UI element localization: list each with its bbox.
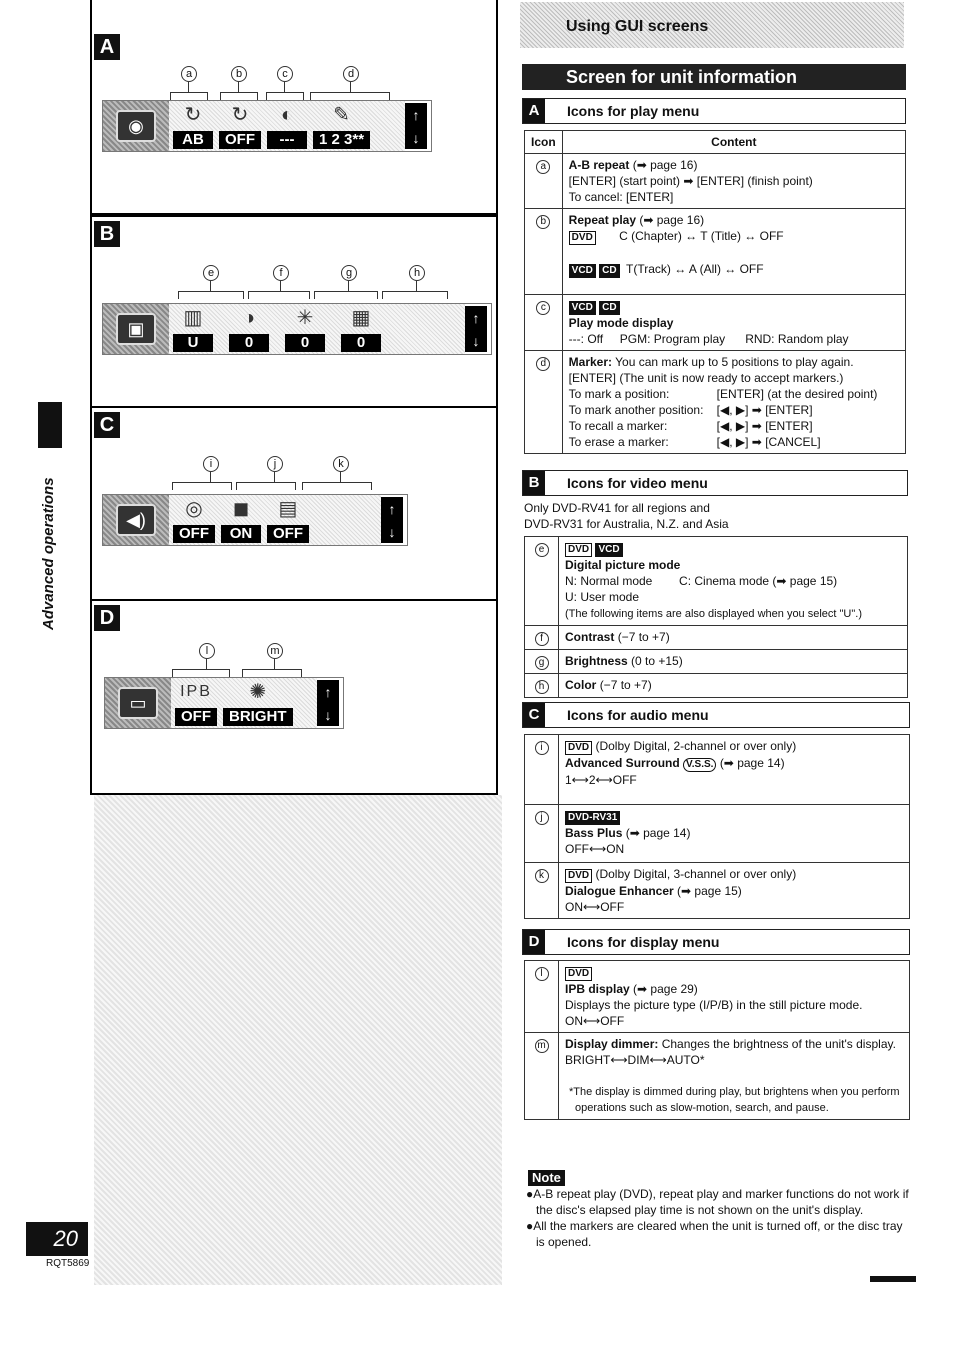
- model-code: RQT5869: [46, 1258, 90, 1269]
- panel-letter: C: [94, 412, 120, 438]
- list-item: ●All the markers are cleared when the unit is turned off, or the disc tray is opened.: [526, 1219, 903, 1249]
- table-row: d Marker: You can mark up to 5 positions to play again. [ENTER] (The unit is now ready to accept markers.) To mark a position: [ENTER] (at the desired point) To mark another position: [◀, ▶] ➡ [ENTER] To recall a marker: [◀, ▶] ➡ [ENTER] To erase a marker: [◀, ▶] ➡ [CANCEL]: [525, 351, 906, 454]
- ipb-label: IPB: [180, 683, 212, 700]
- disc-icon: ◉: [103, 101, 169, 151]
- marker-item: ✎ 1 2 3**: [313, 103, 370, 149]
- table-row: g Brightness (0 to +15): [525, 650, 908, 674]
- panel-a: [90, 0, 498, 215]
- play-menu-heading: A Icons for play menu: [522, 98, 906, 124]
- note-block: [520, 0, 920, 1290]
- panel-d: [90, 601, 498, 795]
- dimmer-item: ✺ BRIGHT: [223, 680, 293, 726]
- side-tab-marker: [38, 402, 62, 448]
- ab-repeat-item: ↻ AB: [173, 103, 213, 149]
- hatch-fill: [94, 795, 502, 1285]
- callout-g: g: [340, 265, 358, 281]
- gui-bar-display: [104, 677, 344, 729]
- contrast-item: ◑ 0: [229, 306, 269, 352]
- callout-d: d: [342, 66, 360, 82]
- film-icon: ▥: [183, 307, 203, 329]
- table-row: l DVD IPB display (➡ page 29) Displays the picture type (I/P/B) in the still picture mode. ON⟷OFF: [525, 961, 910, 1033]
- disc-arrow-icon: ◐: [280, 104, 294, 126]
- side-section-label: Advanced operations: [40, 477, 57, 630]
- tv-icon: ▣: [103, 304, 169, 354]
- panel-c: [90, 408, 498, 601]
- panel-letter: D: [94, 605, 120, 631]
- callouts-a: [180, 66, 400, 100]
- table-row: b Repeat play (➡ page 16) DVD C (Chapter) ↔ T (Title) ↔ OFF VCD CD T(Track) ↔ A (All) ↔ OFF: [525, 209, 906, 295]
- callouts-b: [202, 265, 432, 299]
- bass-plus-item: ◼ ON: [221, 497, 261, 543]
- dialogue-icon: ▤: [278, 498, 298, 520]
- callout-b: b: [230, 66, 248, 82]
- ipb-item: IPB OFF: [175, 680, 217, 726]
- table-row: a A-B repeat (➡ page 16) [ENTER] (start point) ➡ [ENTER] (finish point) To cancel: [ENTER]: [525, 154, 906, 209]
- page-number: 20: [26, 1222, 88, 1256]
- gui-bar-play: [102, 100, 432, 152]
- audio-menu-heading: C Icons for audio menu: [522, 702, 910, 728]
- callout-k: k: [332, 456, 350, 472]
- callout-c: c: [276, 66, 294, 82]
- display-icon: ▭: [105, 678, 171, 728]
- callout-m: m: [266, 643, 284, 659]
- callout-f: f: [272, 265, 290, 281]
- color-icon: ▦: [351, 307, 371, 329]
- dialogue-item: ▤ OFF: [267, 497, 309, 543]
- repeat-ab-icon: ↻: [184, 104, 202, 126]
- callouts-d: [198, 643, 308, 677]
- repeat-item: ↻ OFF: [219, 103, 261, 149]
- picture-mode-item: ▥ U: [173, 306, 213, 352]
- surround-item: ◎ OFF: [173, 497, 215, 543]
- up-down-arrows-icon: ↑ ↓: [381, 497, 403, 543]
- display-menu-heading: D Icons for display menu: [522, 929, 910, 955]
- callout-j: j: [266, 456, 284, 472]
- section-header: Using GUI screens: [520, 2, 904, 48]
- up-down-arrows-icon: ↑ ↓: [405, 103, 427, 149]
- color-item: ▦ 0: [341, 306, 381, 352]
- video-menu-heading: B Icons for video menu: [522, 470, 908, 496]
- dimmer-icon: ✺: [249, 681, 267, 703]
- table-row: m Display dimmer: Changes the brightness of the unit's display. BRIGHT⟷DIM⟷AUTO* *The display is dimmed during play, but brightens when you perform operations such as slow-motion, search, and pause.: [525, 1033, 910, 1120]
- up-down-arrows-icon: ↑ ↓: [465, 306, 487, 352]
- table-row: i DVD (Dolby Digital, 2-channel or over only) Advanced Surround V.S.S. (➡ page 14) 1⟷2⟷OFF: [525, 735, 910, 805]
- table-row: c VCD CD Play mode display ---: Off PGM: Program play RND: Random play: [525, 295, 906, 351]
- speaker-icon: ◀): [103, 495, 169, 545]
- panel-b: [90, 215, 498, 408]
- gui-bar-audio: [102, 494, 408, 546]
- table-row: k DVD (Dolby Digital, 3-channel or over only) Dialogue Enhancer (➡ page 15) ON⟷OFF: [525, 863, 910, 919]
- bass-icon: ◼: [232, 498, 250, 520]
- marker-pin-icon: ✎: [333, 104, 350, 126]
- gui-bar-video: [102, 303, 492, 355]
- video-menu-availability: Only DVD-RV41 for all regions and DVD-RV31 for Australia, N.Z. and Asia: [524, 501, 729, 531]
- callout-l: l: [198, 643, 216, 659]
- callout-h: h: [408, 265, 426, 281]
- page-title: Screen for unit information: [522, 64, 906, 90]
- surround-icon: ◎: [185, 498, 203, 520]
- callout-a: a: [180, 66, 198, 82]
- brightness-icon: ✳: [296, 307, 314, 329]
- end-mark: [870, 1276, 916, 1282]
- brightness-item: ✳ 0: [285, 306, 325, 352]
- contrast-icon: ◑: [242, 307, 256, 329]
- play-menu-table: Icon Content a A-B repeat (➡ page 16) [ENTER] (start point) ➡ [ENTER] (finish point) To cancel: [ENTER] b Repeat play (➡ page 16) DVD C (Chapter) ↔ T (Title) ↔ OFF VCD CD T(Track) ↔ A (All) ↔ OFF c VCD CD Play mode display ---: Off PGM: Program play RND: Random play d Marker: You can mark up to 5 positions to play again. [ENTER] (The unit is now ready to accept markers.) To mark a position: [ENTER] (at the desired point) To mark another position: [◀, ▶] ➡ [ENTER] To recall a marker: [◀, ▶] ➡ [ENTER] To erase a marker: [◀, ▶] ➡ [CANCEL]: [524, 130, 906, 454]
- table-row: e DVD VCD Digital picture mode N: Normal mode C: Cinema mode (➡ page 15) U: User mode (The following items are also displayed when you select "U".): [525, 537, 908, 626]
- callout-e: e: [202, 265, 220, 281]
- up-down-arrows-icon: ↑ ↓: [317, 680, 339, 726]
- table-row: h Color (−7 to +7): [525, 674, 908, 698]
- panel-letter: B: [94, 221, 120, 247]
- callout-i: i: [202, 456, 220, 472]
- note-label: Note: [528, 1170, 565, 1186]
- list-item: ●A-B repeat play (DVD), repeat play and marker functions do not work if the disc's elapsed play time is not shown on the unit's display.: [526, 1187, 909, 1217]
- table-row: j DVD-RV31 Bass Plus (➡ page 14) OFF⟷ON: [525, 805, 910, 863]
- gui-illustrations: [90, 0, 502, 1285]
- callouts-c: [202, 456, 362, 490]
- panel-letter: A: [94, 34, 120, 60]
- repeat-icon: ↻: [231, 104, 249, 126]
- note-list: [526, 1186, 912, 1250]
- play-mode-item: ◐ ---: [267, 103, 307, 149]
- table-row: f Contrast (−7 to +7): [525, 626, 908, 650]
